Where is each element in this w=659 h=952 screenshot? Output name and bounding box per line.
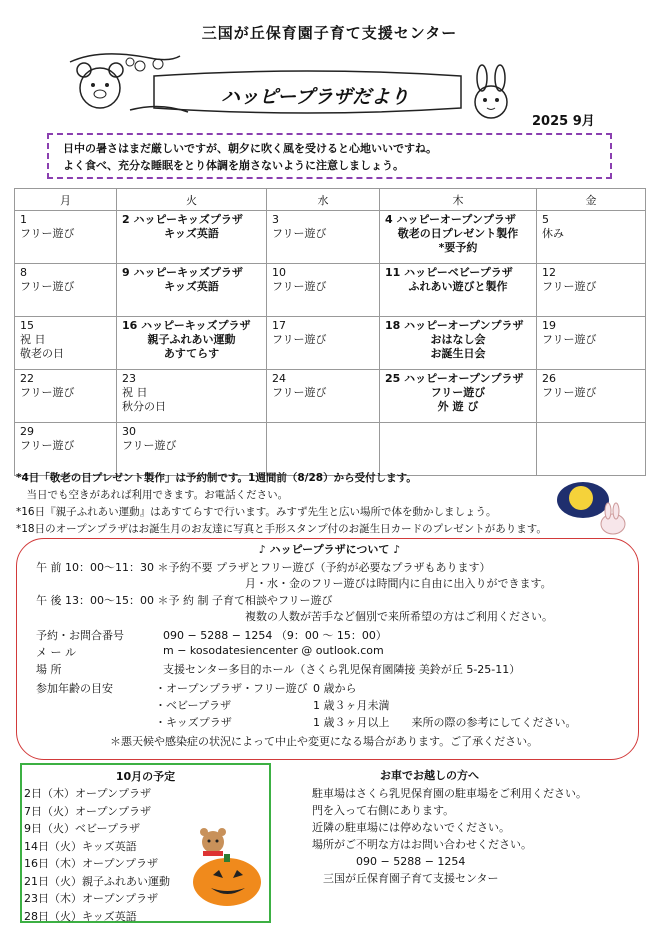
calendar-event: フリー遊び <box>20 386 75 399</box>
calendar-event: お誕生日会 <box>430 347 486 360</box>
calendar-day-cell <box>267 317 380 370</box>
calendar-event: ふれあい遊びと製作 <box>408 280 508 293</box>
am-info-detail: 月・水・金のフリー遊びは時間内に自由に出入りができます。 <box>245 577 552 590</box>
calendar-day-number: 1 <box>20 213 27 226</box>
calendar-day-cell <box>380 317 537 370</box>
note-line: *18日のオープンプラザはお誕生月のお友達に写真と手形スタンプ付のお誕生日カードのプレゼントがあります。 <box>16 523 547 535</box>
car-line: 090 − 5288 − 1254 <box>312 855 466 868</box>
calendar-event: 祝 日 <box>20 333 46 346</box>
calendar-day-number: 10 <box>272 266 286 279</box>
october-list <box>24 785 170 925</box>
calendar-week-row <box>15 370 646 423</box>
note-line: *16日『親子ふれあい運動』はあすてらすで行います。みすず先生と広い場所で体を動かしましょう。 <box>16 506 497 518</box>
calendar-day-cell <box>537 211 646 264</box>
calendar-table <box>14 188 646 476</box>
issue-date: 2025 9月 <box>532 114 595 129</box>
schedule-item: 16日（木）オープンプラザ <box>24 857 159 870</box>
age-item-value: 0 歳から <box>313 682 357 695</box>
notes <box>16 470 616 538</box>
calendar-day-cell <box>117 264 267 317</box>
day-header: 木 <box>380 189 537 211</box>
car-line: 三国が丘保育園子育て支援センター <box>312 872 499 885</box>
calendar-event: フリー遊び <box>272 280 327 293</box>
calendar-event: おはなし会 <box>430 333 486 346</box>
calendar-day-cell <box>267 211 380 264</box>
note-line: 当日でも空きがあれば利用できます。お電話ください。 <box>16 489 289 501</box>
pm-info-detail: 複数の人数が苦手など個別で来所希望の方はご利用ください。 <box>245 610 553 623</box>
calendar-day-cell <box>15 370 117 423</box>
calendar-day-cell <box>537 264 646 317</box>
calendar-day-number: 30 <box>122 425 136 438</box>
age-item-name: ・オープンプラザ・フリー遊び <box>155 682 308 695</box>
calendar-day-number: 19 <box>542 319 556 332</box>
calendar-day-cell <box>537 423 646 476</box>
schedule-item: 23日（木）オープンプラザ <box>24 892 159 905</box>
mail-address[interactable]: m − kosodatesiencenter @ outlook.com <box>163 644 384 657</box>
calendar-day-number: 8 <box>20 266 27 279</box>
car-line: 場所がご不明な方はお問い合わせください。 <box>312 838 532 851</box>
place-address: 支援センター多目的ホール（さくら乳児保育園隣接 美鈴が丘 5-25-11） <box>163 663 521 676</box>
moon-rabbit-illustration <box>553 478 628 538</box>
calendar-event: 親子ふれあい運動 <box>147 333 236 346</box>
calendar-day-number: 29 <box>20 425 34 438</box>
calendar-event: フリー遊び <box>20 227 75 240</box>
calendar-day-cell <box>15 317 117 370</box>
age-item-name: ・キッズプラザ <box>155 716 232 729</box>
calendar-day-cell <box>267 370 380 423</box>
calendar-day-cell <box>117 423 267 476</box>
schedule-item: 28日（火）キッズ英語 <box>24 909 137 923</box>
calendar-day-number: 9 ハッピーキッズプラザ <box>122 266 243 279</box>
calendar-day-number: 23 <box>122 372 136 385</box>
calendar-event: キッズ英語 <box>164 280 219 293</box>
calendar-week-row <box>15 264 646 317</box>
schedule-item: 14日（火）キッズ英語 <box>24 839 137 853</box>
phone-number[interactable]: 090 − 5288 − 1254 （9：00 〜 15：00） <box>163 629 387 642</box>
calendar-event: フリー遊び <box>122 439 177 452</box>
calendar-event: 外 遊 び <box>437 400 479 413</box>
age-item-name: ・ベビープラザ <box>155 699 232 712</box>
age-item-value: 1 歳３ヶ月未満 <box>313 699 390 712</box>
note-line: *4日「敬老の日プレゼント製作」は予約制です。1週間前（8/28）から受付します。 <box>16 472 417 484</box>
calendar-day-number: 4 ハッピーオープンプラザ <box>385 213 516 226</box>
calendar-event: あすてらす <box>163 347 220 360</box>
calendar-week-row <box>15 317 646 370</box>
calendar-day-number: 17 <box>272 319 286 332</box>
calendar-header-row <box>15 189 646 211</box>
calendar-day-number: 24 <box>272 372 286 385</box>
calendar-event: 敬老の日 <box>20 347 64 360</box>
age-label: 参加年齢の目安 <box>36 682 113 695</box>
calendar-day-number: 12 <box>542 266 556 279</box>
info-footnote: ＊悪天候や感染症の状況によって中止や変更になる場合があります。ご了承ください。 <box>110 735 539 748</box>
calendar-week-row <box>15 211 646 264</box>
calendar-event: フリー遊び <box>430 386 486 399</box>
organization-name: 三国が丘保育園子育て支援センター <box>201 24 458 42</box>
am-info: 午 前 10：00〜11：30 ＊予約不要 プラザとフリー遊び（予約が必要なプラザもあります） <box>36 561 491 574</box>
october-title: 10月の予定 <box>115 770 176 783</box>
place-label: 場 所 <box>36 663 62 676</box>
calendar-event: フリー遊び <box>542 333 597 346</box>
calendar-day-cell <box>537 370 646 423</box>
schedule-item: 2日（木）オープンプラザ <box>24 787 152 800</box>
calendar-week-row <box>15 423 646 476</box>
intro-box <box>47 133 612 179</box>
calendar-event: フリー遊び <box>272 386 327 399</box>
calendar-event: 祝 日 <box>122 386 148 399</box>
calendar-day-number: 22 <box>20 372 34 385</box>
calendar-day-number: 3 <box>272 213 279 226</box>
calendar-event: フリー遊び <box>542 386 597 399</box>
calendar-event: *要予約 <box>438 241 478 254</box>
calendar-day-cell <box>380 264 537 317</box>
calendar-event: 休み <box>542 227 564 240</box>
car-info <box>312 785 587 887</box>
calendar-event: フリー遊び <box>20 280 75 293</box>
rabbit-illustration <box>460 64 530 124</box>
calendar-day-number: 18 ハッピーオープンプラザ <box>385 319 524 332</box>
car-title: お車でお越しの方へ <box>380 769 479 782</box>
schedule-item: 21日（火）親子ふれあい運動 <box>24 874 170 888</box>
calendar-day-number: 25 ハッピーオープンプラザ <box>385 372 524 385</box>
intro-line: 日中の暑さはまだ厳しいですが、朝夕に吹く風を受けると心地いいですね。 <box>63 142 437 155</box>
newsletter-title: ハッピープラザだより <box>220 86 410 108</box>
calendar-day-number: 16 ハッピーキッズプラザ <box>122 319 251 332</box>
car-line: 門を入って右側にあります。 <box>312 804 455 817</box>
calendar-event: フリー遊び <box>272 227 327 240</box>
pm-info: 午 後 13：00〜15：00 ＊予 約 制 子育て相談やフリー遊び <box>36 594 333 607</box>
pumpkin-bear-illustration <box>185 820 265 910</box>
calendar-day-cell <box>537 317 646 370</box>
calendar-day-number: 2 ハッピーキッズプラザ <box>122 213 243 226</box>
calendar-day-cell <box>267 264 380 317</box>
calendar-day-number: 15 <box>20 319 34 332</box>
phone-label: 予約・お問合番号 <box>36 629 124 642</box>
schedule-item: 9日（火）ベビープラザ <box>24 822 141 835</box>
calendar-event: フリー遊び <box>20 439 75 452</box>
calendar-day-cell <box>15 211 117 264</box>
car-line: 近隣の駐車場には停めないでください。 <box>312 821 510 834</box>
calendar-day-cell <box>267 423 380 476</box>
mail-label: メ ー ル <box>36 646 76 659</box>
calendar-day-number: 5 <box>542 213 549 226</box>
calendar-day-cell <box>117 370 267 423</box>
calendar-event: 秋分の日 <box>122 400 166 413</box>
calendar-day-number: 11 ハッピーベビープラザ <box>385 266 513 279</box>
calendar-day-cell <box>380 211 537 264</box>
car-line: 駐車場はさくら乳児保育園の駐車場をご利用ください。 <box>312 787 587 800</box>
calendar-day-cell <box>380 423 537 476</box>
day-header: 水 <box>267 189 380 211</box>
day-header: 火 <box>117 189 267 211</box>
calendar-day-cell <box>117 211 267 264</box>
age-item-value: 1 歳３ヶ月以上 来所の際の参考にしてください。 <box>313 716 577 729</box>
calendar-event: フリー遊び <box>272 333 327 346</box>
calendar-day-cell <box>117 317 267 370</box>
intro-line: よく食べ、充分な睡眠をとり体調を崩さないように注意しましょう。 <box>63 159 404 172</box>
calendar-event: 敬老の日プレゼント製作 <box>397 227 519 240</box>
calendar-day-cell <box>15 423 117 476</box>
calendar-event: フリー遊び <box>542 280 597 293</box>
calendar-day-number: 26 <box>542 372 556 385</box>
calendar-event: キッズ英語 <box>164 227 219 240</box>
info-title: ♪ ハッピープラザについて ♪ <box>258 543 401 556</box>
day-header: 金 <box>537 189 646 211</box>
day-header: 月 <box>15 189 117 211</box>
calendar-day-cell <box>15 264 117 317</box>
calendar-day-cell <box>380 370 537 423</box>
schedule-item: 7日（火）オープンプラザ <box>24 804 152 818</box>
